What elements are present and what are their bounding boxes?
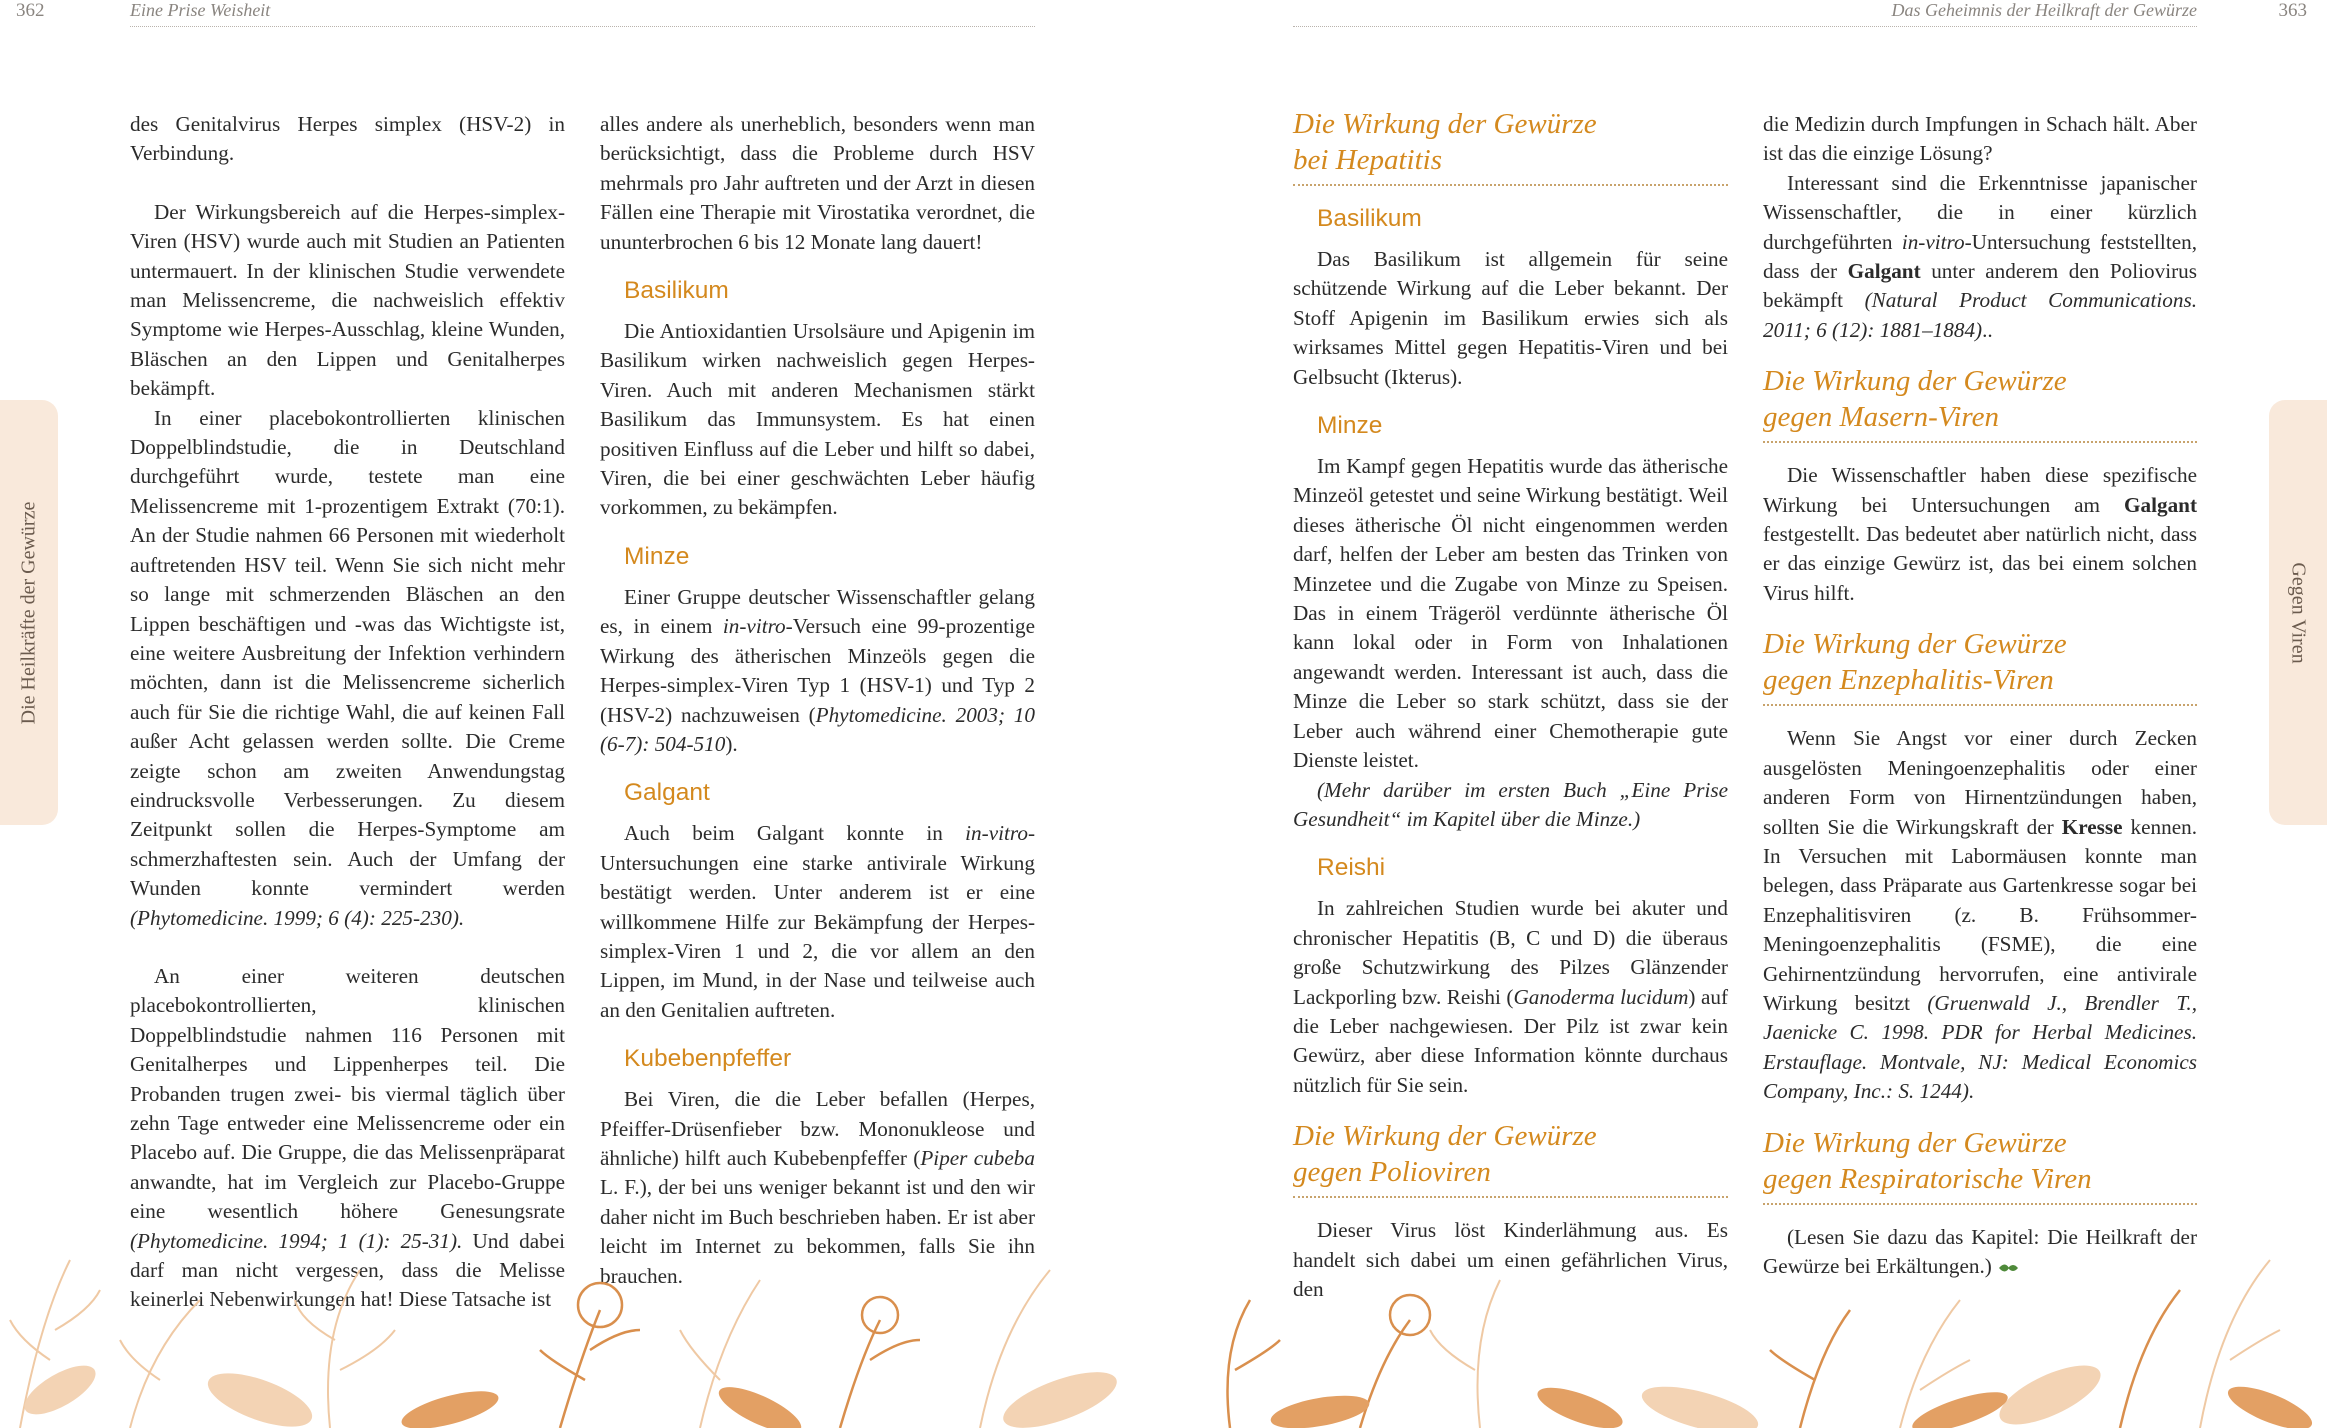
paragraph: die Medizin durch Impfungen in Schach hält. Aber ist das die einzige Lösung? [1763,112,2197,166]
side-tab-right-label: Gegen Viren [2287,561,2310,664]
side-tab-right [2269,400,2327,825]
left-column-1 [130,110,565,1315]
header-rule-right [1293,26,2197,27]
paragraph: In einer placebokontrollierten klinischen Doppelblindstudie, die in Deutschland durchgeführt wurde, testete man eine Melissencreme mit 1-prozentigem Extrakt (70:1). An der Studie nahmen 66 Personen mit wiederholt auftretenden HSV teil. Wenn Sie sich nicht mehr so lange mit schmerzenden Bläschen an den Lippen beschäftigen und -was das Wichtigste ist, eine weitere Ausbreitung der Infektion verhindern möchten, dann ist die Melissencreme sicherlich auch für Sie die richtige Wahl, die auf keinen Fall außer Acht gelassen werden sollte. Die Creme zeigte schon am zweiten Anwendungstag eindrucksvolle Verbesserungen. Zu diesem Zeitpunkt sollen die Herpes-Symptome am schmerzhaftesten sein. Auch der Umfang der Wunden konnte vermindert werden (Phytomedicine. 1999; 6 (4): 225-230). [130,405,565,930]
subheading-basilikum: Basilikum [1317,205,1422,232]
side-tab-left [0,400,58,825]
subheading-kubebenpfeffer: Kubebenpfeffer [624,1045,792,1073]
paragraph: Die Antioxidantien Ursolsäure und Apigenin im Basilikum wirken nachweislich gegen Herpes-Viren. Auch mit anderen Mechanismen stärkt Basilikum das Immunsystem. Es hat einen positiven Einfluss auf die Leber und hilft so dabei, Viren, die bei einer geschwächten Leber häufig vorkommen, zu bekämpfen. [600,319,1035,520]
paragraph: Die Wissenschaftler haben diese spezifische Wirkung bei Untersuchungen am Galgant festgestellt. Das bedeutet aber natürlich nicht, dass er das einzige Gewürz ist, das bei einem solchen Virus hilft. [1763,463,2198,605]
paragraph: An einer weiteren deutschen placebokontrollierten, klinischen Doppelblindstudie nahmen 116 Personen mit Genitalherpes und Lippenherpes teil. Die Probanden trugen zwei- bis viermal täglich über zehn Tage entweder eine Melissencreme oder ein Placebo auf. Die Gruppe, die das Melissenpräparat anwandte, hat im Vergleich zur Placebo-Gruppe eine wesentlich höhere Genesungsrate (Phytomedicine. 1994; 1 (1): 25-31). Und dabei darf man nicht vergessen, dass die Melisse keinerlei Nebenwirkungen hat! Diese Tatsache ist [130,963,566,1312]
right-column-2 [1763,110,2197,1281]
subheading-minze: Minze [1317,412,1383,440]
page-number-left: 362 [16,0,45,21]
header-rule-left [130,26,1035,27]
subheading-galgant: Galgant [624,779,710,807]
heading-masern: Die Wirkung der Gewürze gegen Masern-Viren [1763,363,2197,443]
subheading-basilikum: Basilikum [624,277,729,305]
heading-polio: Die Wirkung der Gewürze gegen Polioviren [1293,1118,1728,1198]
subheading-reishi: Reishi [1317,854,1386,882]
paragraph: (Lesen Sie dazu das Kapitel: Die Heilkraft der Gewürze bei Erkältungen.) [1763,1224,2197,1278]
paragraph: Bei Viren, die die Leber befallen (Herpes, Pfeiffer-Drüsenfieber bzw. Mononukleose und ähnliche) hilft auch Kubebenpfeffer (Piper cubeba L. F.), der bei uns weniger bekannt ist und den wir daher nicht im Buch beschrieben haben. Er ist aber leicht im Internet zu bekommen, falls Sie ihn brauchen. [600,1087,1035,1288]
right-column-1 [1293,106,1728,1304]
paragraph: Einer Gruppe deutscher Wissenschaftler gelang es, in einem in-vitro-Versuch eine 99-prozentige Wirkung des ätherischen Minzeöls gegen die Herpes-simplex-Viren Typ 1 (HSV-1) und Typ 2 (HSV-2) nachzuweisen (Phytomedicine. 2003; 10 (6-7): 504-510). [600,584,1035,756]
paragraph: In zahlreichen Studien wurde bei akuter und chronischer Hepatitis (B, C und D) die überaus große Schutzwirkung des Pilzes Glänzender Lackporling bzw. Reishi (Ganoderma lucidum) auf die Leber nachgewiesen. Der Pilz ist zwar kein Gewürz, aber diese Information könnte durchaus nützlich für Sie sein. [1293,896,1728,1097]
paragraph: Der Wirkungsbereich auf die Herpes-simplex-Viren (HSV) wurde auch mit Studien an Patienten untermauert. In der klinischen Studie verwendete man Melissencreme, die nachweislich effektiv Symptome wie Herpes-Ausschlag, kleine Wunden, Bläschen an den Lippen und Genitalherpes bekämpft. [130,199,565,401]
left-column-2 [600,110,1035,1291]
running-head-right: Das Geheimnis der Heilkraft der Gewürze [1891,0,2197,20]
paragraph: des Genitalvirus Herpes simplex (HSV-2) in Verbindung. [130,112,565,166]
paragraph: Auch beim Galgant konnte in in-vitro-Untersuchungen eine starke antivirale Wirkung bestätigt werden. Unter anderem ist er eine willkommene Hilfe zur Bekämpfung der Herpes-simplex-Viren 1 und 2, die vor allem an den Lippen, im Mund, in der Nase und teilweise auch an den Genitalien auftreten. [600,821,1035,1022]
running-head-left: Eine Prise Weisheit [130,0,271,20]
paragraph: alles andere als unerheblich, besonders wenn man berücksichtigt, dass die Probleme durch HSV mehrmals pro Jahr auftreten und der Arzt in diesen Fällen eine Therapie mit Virostatika verordnet, die ununterbrochen 6 bis 12 Monate lang dauert! [600,112,1035,254]
paragraph-note: (Mehr darüber im ersten Buch „Eine Prise Gesundheit“ im Kapitel über die Minze.) [1293,777,1728,831]
side-tab-left-label: Die Heilkräfte der Gewürze [17,501,40,724]
page-number-right: 363 [2278,0,2307,21]
heading-respiratorisch: Die Wirkung der Gewürze gegen Respiratorische Viren [1763,1125,2197,1205]
heading-hepatitis: Die Wirkung der Gewürze bei Hepatitis [1293,106,1728,186]
subheading-minze: Minze [624,542,690,570]
heading-enzephalitis: Die Wirkung der Gewürze gegen Enzephalitis-Viren [1763,626,2197,706]
paragraph: Das Basilikum ist allgemein für seine schützende Wirkung auf die Leber bekannt. Der Stoff Apigenin im Basilikum erwies sich als wirksames Mittel gegen Hepatitis-Viren und bei Gelbsucht (Ikterus). [1293,247,1728,389]
paragraph: Interessant sind die Erkenntnisse japanischer Wissenschaftler, die in einer kürzlich durchgeführten in-vitro-Untersuchung feststellten, dass der Galgant unter anderem den Poliovirus bekämpft (Natural Product Communications. 2011; 6 (12): 1881–1884).. [1763,170,2198,342]
paragraph: Im Kampf gegen Hepatitis wurde das ätherische Minzeöl getestet und seine Wirkung bestätigt. Weil dieses ätherische Öl nicht eingenommen werden darf, helfen der Leber am besten das Trinken von Minzetee und die Zugabe von Minze zu Speisen. Das in einem Trägeröl verdünnte ätherische Öl kann lokal oder in Form von Inhalationen angewandt werden. Interessant ist auch, dass die Minze die Leber so stark schützt, dass sie der Leber auch während einer Chemotherapie gute Dienste leistet. [1293,454,1728,773]
herb-illustration [0,1240,2327,1428]
paragraph: Wenn Sie Angst vor einer durch Zecken ausgelösten Meningoenzephalitis oder einer anderen Form von Hirnentzündungen haben, sollten Sie die Wirkungskraft der Kresse kennen. In Versuchen mit Labormäusen konnte man belegen, dass Präparate aus Gartenkresse sogar bei Enzephalitisviren (z. B. Frühsommer-Meningoenzephalitis (FSME), die eine Gehirnentzündung hervorrufen, eine antivirale Wirkung besitzt (Gruenwald J., Brendler T., Jaenicke C. 1998. PDR for Herbal Medicines. Erstauflage. Montvale, NJ: Medical Economics Company, Inc.: S. 1244). [1763,726,2198,1104]
paragraph: Dieser Virus löst Kinderlähmung aus. Es handelt sich dabei um einen gefährlichen Virus, den [1293,1218,1728,1301]
